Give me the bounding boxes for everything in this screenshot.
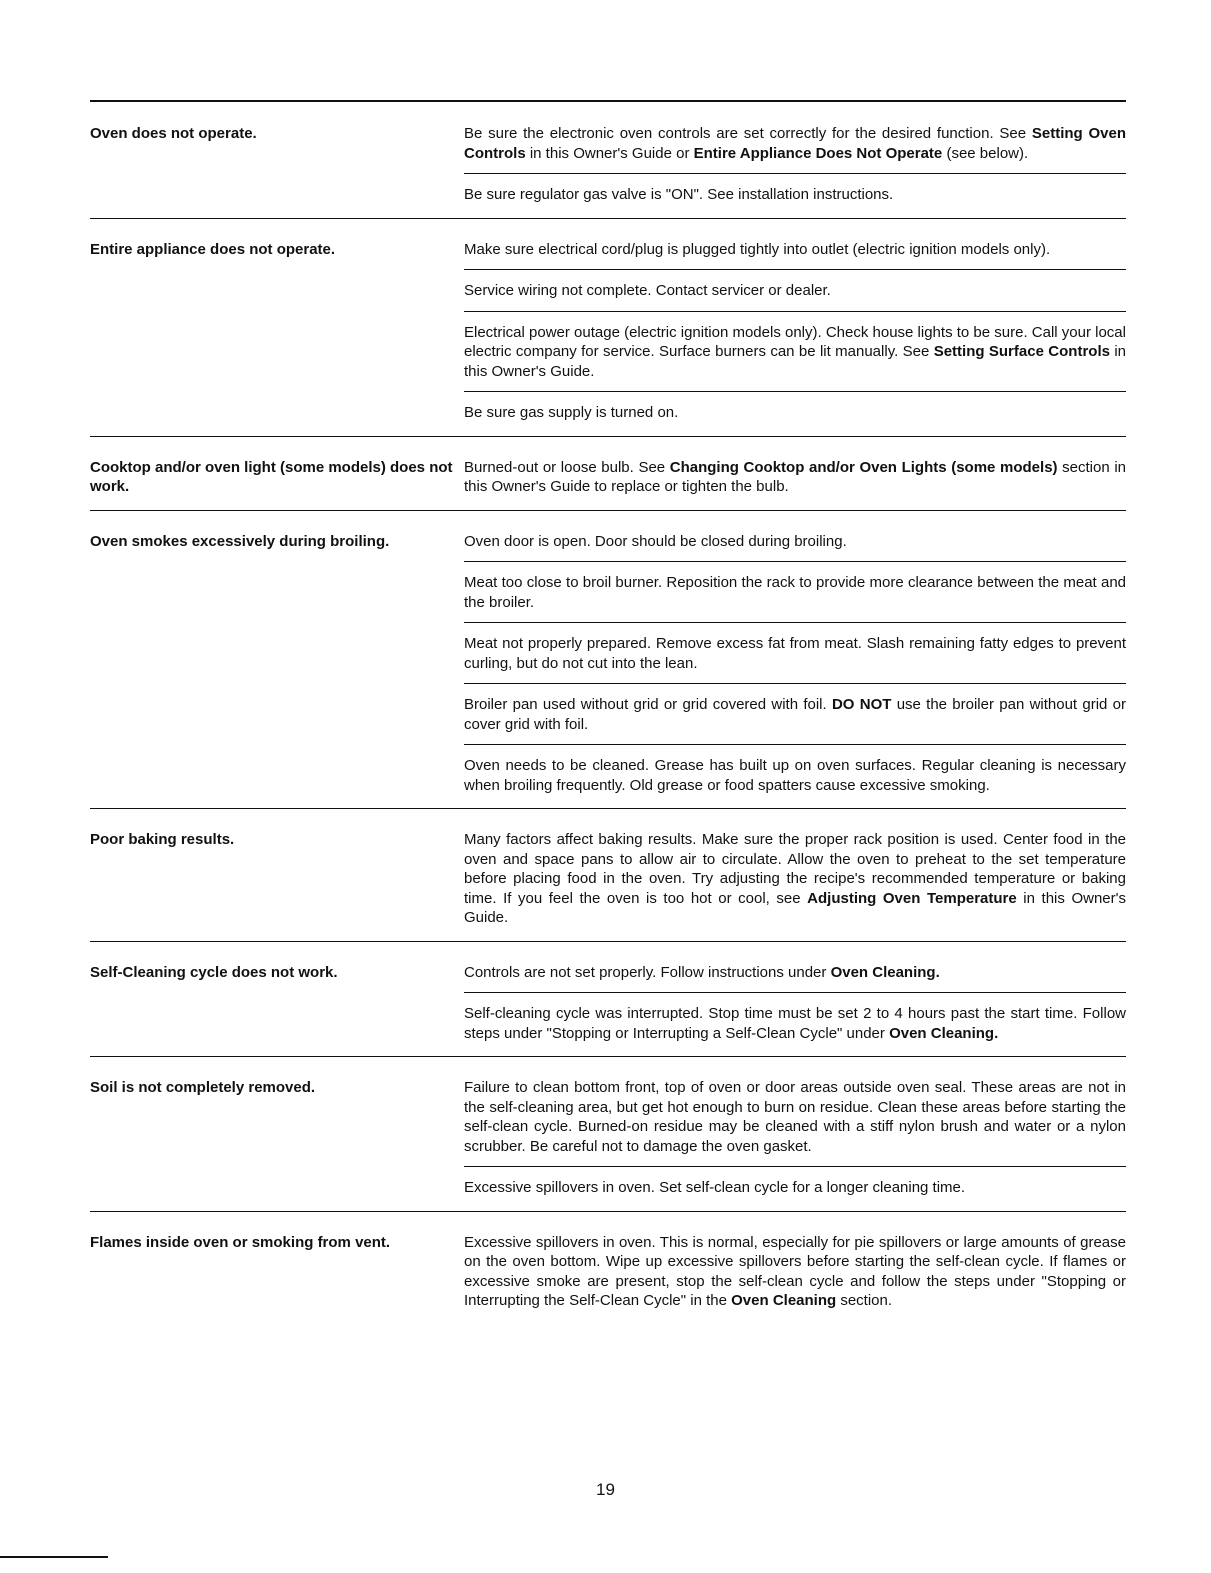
bold-reference: Setting Surface Controls xyxy=(933,343,1110,360)
solution-text xyxy=(464,437,1126,510)
text-run: Self-cleaning cycle was interrupted. Stop time must be set 2 to 4 hours past the start time. Follow steps under "Stopping or Interrupting a Self-Clean Cycle" under xyxy=(464,1005,1126,1042)
text-run: Be sure the electronic oven controls are set correctly for the desired function. See xyxy=(464,125,1032,142)
text-run: Be sure regulator gas valve is "ON". See installation instructions. xyxy=(464,186,894,203)
text-run: (see below). xyxy=(942,144,1029,162)
text-run: Oven needs to be cleaned. Grease has built up on oven surfaces. Regular cleaning is necessary when broiling frequently. Old grease or food spatters cause excessive smoking. xyxy=(464,757,1126,794)
table-row xyxy=(90,1057,1126,1212)
table-row xyxy=(90,437,1126,511)
text-run: Burned-out or loose bulb. See xyxy=(464,458,670,476)
solution-list xyxy=(464,942,1126,1057)
text-run: Many factors affect baking results. Make sure the proper rack position is used. Center food in the oven and space pans to allow air to circulate. Allow the oven to preheat to the set temperature before placing food in the oven. Try adjusting the recipe's recommended temperature or baking time. If you feel the oven is too hot or cool, see xyxy=(464,831,1126,907)
troubleshooting-table xyxy=(90,103,1126,1324)
problem-label: Cooktop and/or oven light (some models) does not work. xyxy=(90,458,453,495)
solution-text xyxy=(464,311,1126,392)
solution-text xyxy=(464,1166,1126,1211)
page-number: 19 xyxy=(596,1480,615,1499)
solution-list xyxy=(464,103,1126,218)
text-run: Electrical power outage (electric ignition models only). Check house lights to be sure. Call your local electric company for service. Surface burners can be lit manually. See xyxy=(464,323,1126,360)
solution-list xyxy=(464,1212,1126,1324)
footer-rule xyxy=(0,1556,108,1558)
text-run: use the broiler pan without grid or cover grid with foil. xyxy=(464,696,1127,733)
problem-label: Soil is not completely removed. xyxy=(90,1079,316,1096)
text-run: Excessive spillovers in oven. Set self-clean cycle for a longer cleaning time. xyxy=(464,1179,966,1196)
solution-list xyxy=(464,809,1126,941)
text-run: Oven door is open. Door should be closed during broiling. xyxy=(464,532,847,550)
table-row xyxy=(90,942,1126,1058)
text-run: Be sure gas supply is turned on. xyxy=(464,404,679,421)
table-row xyxy=(90,219,1126,437)
text-run: Meat too close to broil burner. Reposition the rack to provide more clearance between the meat and the broiler. xyxy=(464,574,1126,611)
solution-list xyxy=(464,511,1126,809)
bold-reference: DO NOT xyxy=(831,696,892,713)
text-run: Broiler pan used without grid or grid covered with foil. xyxy=(464,696,832,713)
text-run: Excessive spillovers in oven. This is normal, especially for pie spillovers or large amounts of grease on the oven bottom. Wipe up excessive spillovers before starting the self-clean cycle. If flames or excessive smoke are present, stop the self-clean cycle and follow the steps under "Stopping or Interrupting the Self-Clean Cycle" in the xyxy=(464,1233,1126,1309)
text-run: Service wiring not complete. Contact servicer or dealer. xyxy=(464,282,831,299)
solution-text xyxy=(464,103,1126,173)
text-run: Controls are not set properly. Follow instructions under xyxy=(464,963,831,981)
solution-text xyxy=(464,511,1126,562)
bold-reference: Oven Cleaning xyxy=(731,1292,837,1309)
solution-text xyxy=(464,942,1126,993)
solution-text xyxy=(464,391,1126,436)
problem-label: Self-Cleaning cycle does not work. xyxy=(90,963,338,981)
problem-label: Poor baking results. xyxy=(90,831,235,848)
bold-reference: Oven Cleaning. xyxy=(889,1024,999,1042)
top-rule xyxy=(90,100,1126,102)
table-row xyxy=(90,1212,1126,1324)
solution-text xyxy=(464,744,1126,808)
problem-label: Entire appliance does not operate. xyxy=(90,240,336,258)
solution-text xyxy=(464,219,1126,270)
text-run: in this Owner's Guide or xyxy=(525,144,694,162)
bold-reference: Changing Cooktop and/or Oven Lights (some models) xyxy=(669,458,1058,476)
bold-reference: Entire Appliance Does Not Operate xyxy=(693,144,943,162)
solution-list xyxy=(464,1057,1126,1211)
bold-reference: Oven Cleaning. xyxy=(830,963,940,981)
problem-label: Oven smokes excessively during broiling. xyxy=(90,532,390,550)
solution-list xyxy=(464,219,1126,436)
bold-reference: Adjusting Oven Temperature xyxy=(807,889,1017,907)
bold-reference: Setting Oven Controls xyxy=(464,125,1127,162)
solution-text xyxy=(464,1057,1126,1166)
text-run: Meat not properly prepared. Remove excess fat from meat. Slash remaining fatty edges to prevent curling, but do not cut into the lean. xyxy=(464,635,1126,672)
solution-text xyxy=(464,992,1126,1056)
solution-text xyxy=(464,269,1126,311)
text-run: in this Owner's Guide. xyxy=(464,343,1126,380)
solution-text xyxy=(464,1212,1126,1324)
text-run: Make sure electrical cord/plug is plugged tightly into outlet (electric ignition models only). xyxy=(464,240,1051,258)
solution-text xyxy=(464,561,1126,622)
solution-list xyxy=(464,437,1126,510)
text-run: Failure to clean bottom front, top of oven or door areas outside oven seal. These areas are not in the self-cleaning area, but get hot enough to burn on residue. Clean these areas before starting the self-clean cycle. Burned-on residue may be cleaned with a stiff nylon brush and water or a nylon scrubber. Be careful not to damage the oven gasket. xyxy=(464,1079,1126,1155)
problem-label: Flames inside oven or smoking from vent. xyxy=(90,1233,391,1251)
solution-text xyxy=(464,622,1126,683)
table-row xyxy=(90,809,1126,942)
text-run: in this Owner's Guide. xyxy=(464,889,1126,926)
solution-text xyxy=(464,809,1126,941)
text-run: section. xyxy=(836,1292,893,1309)
table-row xyxy=(90,103,1126,219)
problem-label: Oven does not operate. xyxy=(90,125,257,142)
solution-text xyxy=(464,173,1126,218)
text-run: section in this Owner's Guide to replace or tighten the bulb. xyxy=(464,458,1127,495)
solution-text xyxy=(464,683,1126,744)
table-row xyxy=(90,511,1126,810)
